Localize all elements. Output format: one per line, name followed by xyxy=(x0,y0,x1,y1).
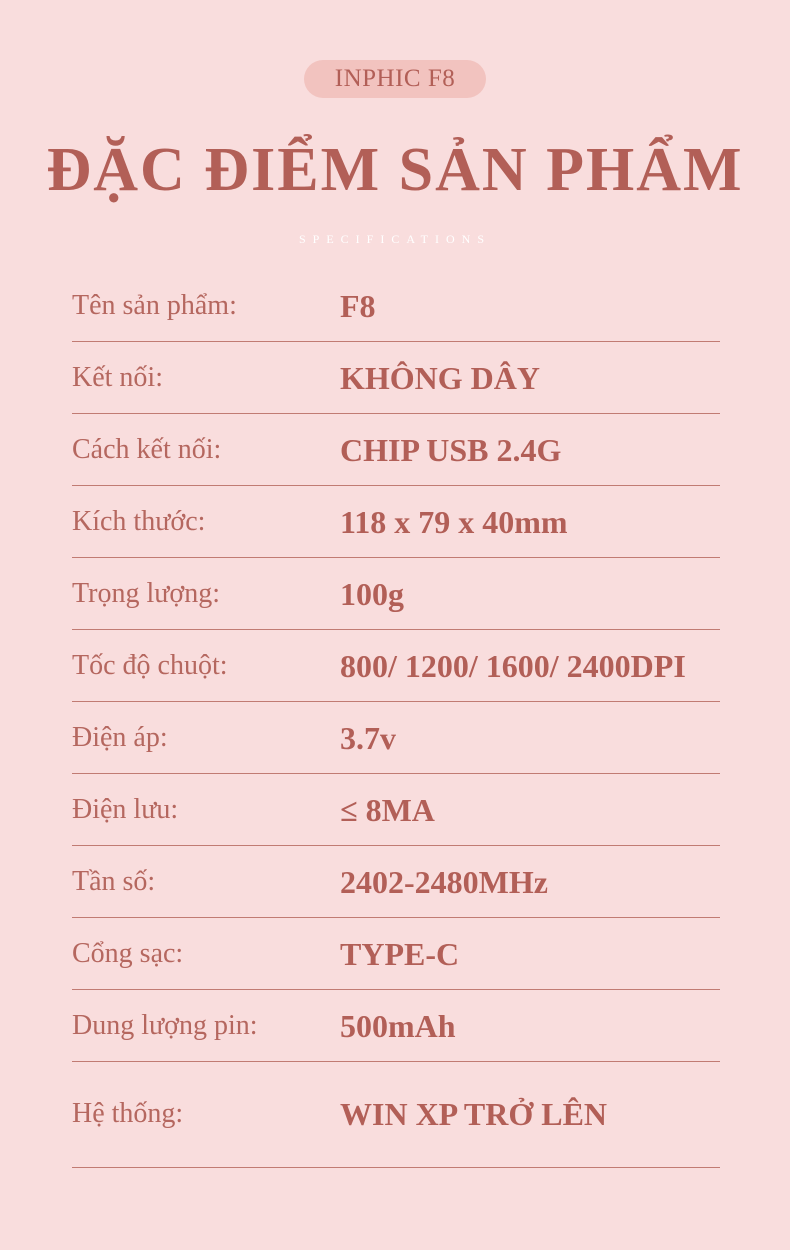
spec-label: Trọng lượng: xyxy=(72,578,220,609)
spec-label: Tên sản phẩm: xyxy=(72,290,237,321)
model-badge: INPHIC F8 xyxy=(304,60,486,98)
spec-value: CHIP USB 2.4G xyxy=(340,432,562,468)
spec-label: Dung lượng pin: xyxy=(72,1010,258,1041)
spec-label: Hệ thống: xyxy=(72,1098,184,1129)
spec-value: 100g xyxy=(340,576,404,612)
spec-value: TYPE-C xyxy=(340,936,460,972)
spec-row-dpi xyxy=(72,630,720,702)
spec-value: 118 x 79 x 40mm xyxy=(340,504,568,540)
spec-label: Cách kết nối: xyxy=(72,434,222,465)
spec-label: Tốc độ chuột: xyxy=(72,650,228,681)
spec-row-connection xyxy=(72,342,720,414)
spec-row-frequency xyxy=(72,846,720,918)
spec-row-charging-port xyxy=(72,918,720,990)
spec-row-weight xyxy=(72,558,720,630)
spec-row-voltage xyxy=(72,702,720,774)
spec-row-connection-method xyxy=(72,414,720,486)
spec-value: ≤ 8MA xyxy=(340,792,435,828)
spec-label: Điện lưu: xyxy=(72,794,179,825)
spec-value: 3.7v xyxy=(340,720,396,756)
spec-row-dimensions xyxy=(72,486,720,558)
spec-value: WIN XP TRỞ LÊN xyxy=(340,1096,608,1132)
page-title: ĐẶC ĐIỂM SẢN PHẨM xyxy=(46,136,744,204)
spec-label: Kết nối: xyxy=(72,362,163,393)
page-subtitle: SPECIFICATIONS xyxy=(298,232,492,246)
spec-row-product-name xyxy=(72,270,720,342)
spec-value: KHÔNG DÂY xyxy=(340,360,540,396)
spec-label: Kích thước: xyxy=(72,506,206,537)
spec-row-battery xyxy=(72,990,720,1062)
spec-label: Cổng sạc: xyxy=(72,938,184,969)
spec-value: F8 xyxy=(340,288,376,324)
spec-label: Điện áp: xyxy=(72,722,168,753)
spec-value: 2402-2480MHz xyxy=(340,864,548,900)
spec-value: 500mAh xyxy=(340,1008,456,1044)
spec-table xyxy=(72,270,720,1168)
spec-row-system xyxy=(72,1062,720,1168)
spec-value: 800/ 1200/ 1600/ 2400DPI xyxy=(340,648,686,684)
spec-label: Tần số: xyxy=(72,866,156,897)
spec-row-current xyxy=(72,774,720,846)
